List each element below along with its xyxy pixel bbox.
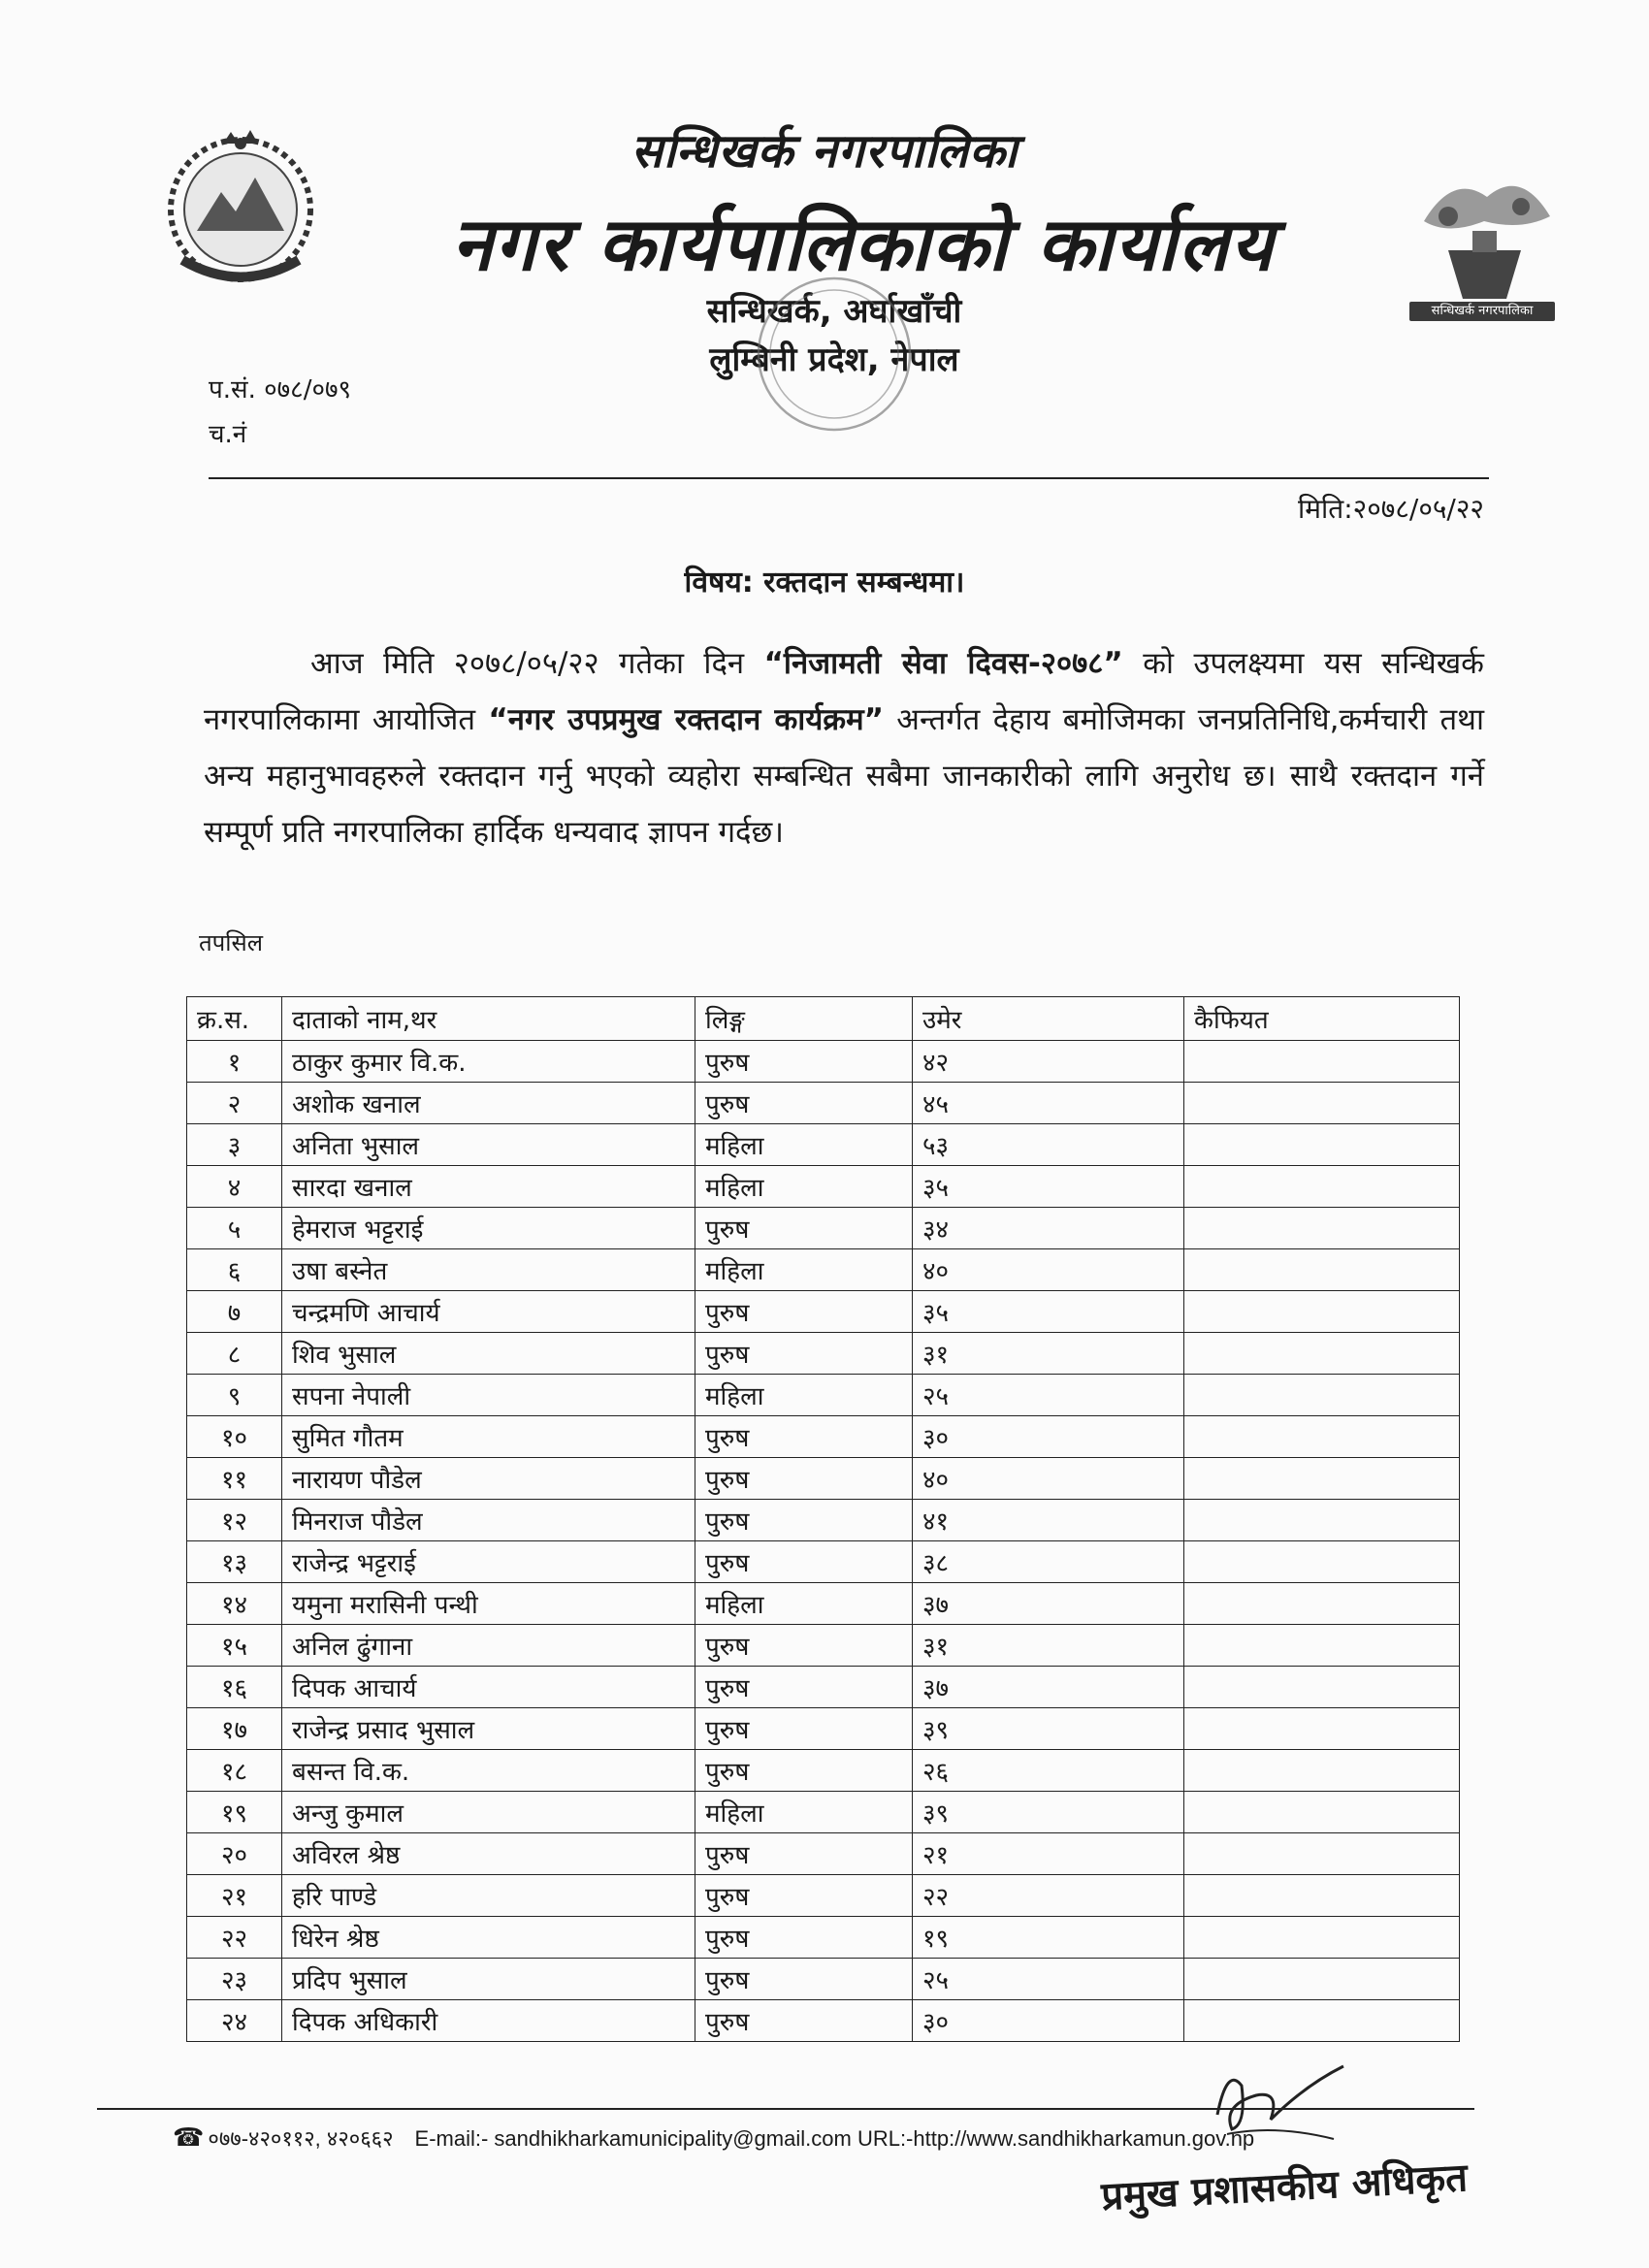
table-header-row [187, 997, 1460, 1041]
cell-sn: १४ [187, 1583, 282, 1625]
cell-sn: ८ [187, 1333, 282, 1375]
cell-sn: ७ [187, 1291, 282, 1333]
cell-name: मिनराज पौडेल [282, 1500, 695, 1541]
cell-remarks [1184, 1249, 1460, 1291]
cell-gender: पुरुष [695, 1708, 913, 1750]
cell-remarks [1184, 1667, 1460, 1708]
cell-sn: १५ [187, 1625, 282, 1667]
table-row [187, 2000, 1460, 2042]
cell-age: ३० [913, 2000, 1184, 2042]
table-row [187, 1375, 1460, 1416]
table-row [187, 1500, 1460, 1541]
table-row [187, 1917, 1460, 1959]
table-row [187, 1041, 1460, 1083]
cell-gender: महिला [695, 1583, 913, 1625]
cell-name: अनिता भुसाल [282, 1124, 695, 1166]
table-row [187, 1667, 1460, 1708]
cell-name: राजेन्द्र प्रसाद भुसाल [282, 1708, 695, 1750]
email-address: E-mail:- sandhikharkamunicipality@gmail.com [414, 2126, 852, 2151]
cell-name: सारदा खनाल [282, 1166, 695, 1208]
cell-age: ३७ [913, 1583, 1184, 1625]
cell-name: धिरेन श्रेष्ठ [282, 1917, 695, 1959]
cell-name: सपना नेपाली [282, 1375, 695, 1416]
cell-name: अशोक खनाल [282, 1083, 695, 1124]
cell-age: ४० [913, 1249, 1184, 1291]
cell-remarks [1184, 1375, 1460, 1416]
cell-gender: पुरुष [695, 1458, 913, 1500]
letter-subject: विषय: रक्तदान सम्बन्धमा। [684, 566, 965, 599]
header-gender: लिङ्ग [695, 997, 913, 1041]
cell-age: ४५ [913, 1083, 1184, 1124]
cell-sn: १३ [187, 1541, 282, 1583]
reference-number: प.सं. ०७८/०७९ [209, 375, 352, 405]
cell-name: अनिल ढुंगाना [282, 1625, 695, 1667]
cell-name: बसन्त वि.क. [282, 1750, 695, 1792]
cell-gender: महिला [695, 1124, 913, 1166]
cell-age: ५३ [913, 1124, 1184, 1166]
cell-name: चन्द्रमणि आचार्य [282, 1291, 695, 1333]
cell-age: ३० [913, 1416, 1184, 1458]
telephone-icon: ☎ [173, 2122, 205, 2152]
table-row [187, 1416, 1460, 1458]
footer-divider [97, 2108, 1474, 2110]
table-row [187, 1541, 1460, 1583]
office-stamp-icon [737, 272, 931, 437]
letter-date: मिति:२०७८/०५/२२ [1298, 493, 1484, 525]
details-label: तपसिल [199, 929, 264, 956]
table-row [187, 1875, 1460, 1917]
cell-remarks [1184, 1083, 1460, 1124]
cell-gender: महिला [695, 1792, 913, 1833]
cell-sn: १७ [187, 1708, 282, 1750]
cell-remarks [1184, 1500, 1460, 1541]
cell-sn: २ [187, 1083, 282, 1124]
cell-gender: पुरुष [695, 1333, 913, 1375]
table-row [187, 1333, 1460, 1375]
table-row [187, 1124, 1460, 1166]
cell-remarks [1184, 1124, 1460, 1166]
cell-age: ३१ [913, 1333, 1184, 1375]
table-row [187, 1583, 1460, 1625]
body-highlight-1: “निजामती सेवा दिवस-२०७८” [763, 646, 1123, 681]
cell-gender: पुरुष [695, 1500, 913, 1541]
cell-name: नारायण पौडेल [282, 1458, 695, 1500]
table-row [187, 1208, 1460, 1249]
cell-sn: १२ [187, 1500, 282, 1541]
table-row [187, 1249, 1460, 1291]
cell-age: १९ [913, 1917, 1184, 1959]
cell-age: ४२ [913, 1041, 1184, 1083]
cell-gender: पुरुष [695, 1917, 913, 1959]
donor-table [186, 996, 1460, 2042]
nepal-emblem-icon [153, 124, 328, 289]
cell-age: २१ [913, 1833, 1184, 1875]
cell-remarks [1184, 1917, 1460, 1959]
header-name: दाताको नाम,थर [282, 997, 695, 1041]
dispatch-number: च.नं [209, 420, 247, 449]
table-row [187, 1291, 1460, 1333]
table-row [187, 1083, 1460, 1124]
table-row [187, 1959, 1460, 2000]
cell-age: ३७ [913, 1667, 1184, 1708]
cell-age: २५ [913, 1959, 1184, 2000]
cell-sn: ११ [187, 1458, 282, 1500]
cell-gender: पुरुष [695, 1208, 913, 1249]
table-row [187, 1750, 1460, 1792]
cell-gender: पुरुष [695, 1667, 913, 1708]
cell-gender: पुरुष [695, 1416, 913, 1458]
table-row [187, 1166, 1460, 1208]
cell-age: ३५ [913, 1166, 1184, 1208]
cell-remarks [1184, 1625, 1460, 1667]
cell-gender: पुरुष [695, 1541, 913, 1583]
address-line-1: सन्धिखर्क, अर्घाखाँची [706, 292, 962, 331]
signatory-title: प्रमुख प्रशासकीय अधिकृत [1100, 2155, 1470, 2219]
body-text-part-3: अन्तर्गत देहाय बमोजिमका जनप्रतिनिधि,कर्मचारी तथा अन्य महानुभावहरुले रक्तदान गर्नु भएको व्यहोरा सम्बन्धित सबैमा जानकारीको लागि अनुरोध छ। साथै रक्तदान गर्ने सम्पूर्ण प्रति नगरपालिका हार्दिक धन्यवाद ज्ञापन गर्दछ। [204, 702, 1485, 850]
website-url: URL:-http://www.sandhikharkamun.gov.np [857, 2126, 1255, 2151]
table-row [187, 1708, 1460, 1750]
cell-name: अविरल श्रेष्ठ [282, 1833, 695, 1875]
contact-line [173, 2122, 1254, 2153]
cell-sn: २१ [187, 1875, 282, 1917]
office-name: नगर कार्यपालिकाको कार्यालय [451, 201, 1276, 287]
cell-name: सुमित गौतम [282, 1416, 695, 1458]
cell-gender: पुरुष [695, 1083, 913, 1124]
cell-name: शिव भुसाल [282, 1333, 695, 1375]
body-highlight-2: “नगर उपप्रमुख रक्तदान कार्यक्रम” [488, 702, 885, 737]
cell-name: उषा बस्नेत [282, 1249, 695, 1291]
cell-sn: १८ [187, 1750, 282, 1792]
cell-sn: २३ [187, 1959, 282, 2000]
donor-rows [187, 1041, 1460, 2042]
cell-sn: १६ [187, 1667, 282, 1708]
cell-remarks [1184, 1833, 1460, 1875]
cell-name: ठाकुर कुमार वि.क. [282, 1041, 695, 1083]
cell-sn: २४ [187, 2000, 282, 2042]
cell-gender: महिला [695, 1375, 913, 1416]
cell-age: ३५ [913, 1291, 1184, 1333]
cell-sn: १ [187, 1041, 282, 1083]
cell-gender: पुरुष [695, 1959, 913, 2000]
logo-caption: सन्धिखर्क नगरपालिका [1409, 302, 1555, 321]
cell-remarks [1184, 2000, 1460, 2042]
cell-remarks [1184, 1959, 1460, 2000]
cell-gender: पुरुष [695, 1291, 913, 1333]
header-sn: क्र.स. [187, 997, 282, 1041]
cell-remarks [1184, 1416, 1460, 1458]
cell-age: २६ [913, 1750, 1184, 1792]
cell-sn: १० [187, 1416, 282, 1458]
cell-name: प्रदिप भुसाल [282, 1959, 695, 2000]
cell-sn: २० [187, 1833, 282, 1875]
cell-remarks [1184, 1166, 1460, 1208]
cell-sn: ६ [187, 1249, 282, 1291]
cell-age: ३४ [913, 1208, 1184, 1249]
cell-age: ३८ [913, 1541, 1184, 1583]
phone-numbers: ०७७-४२०११२, ४२०६६२ [208, 2126, 394, 2151]
cell-remarks [1184, 1708, 1460, 1750]
cell-age: ४० [913, 1458, 1184, 1500]
cell-name: अन्जु कुमाल [282, 1792, 695, 1833]
header-divider [209, 477, 1489, 479]
cell-gender: पुरुष [695, 2000, 913, 2042]
table-row [187, 1458, 1460, 1500]
cell-gender: महिला [695, 1166, 913, 1208]
header-age: उमेर [913, 997, 1184, 1041]
cell-gender: पुरुष [695, 1625, 913, 1667]
cell-sn: २२ [187, 1917, 282, 1959]
cell-remarks [1184, 1041, 1460, 1083]
cell-sn: १९ [187, 1792, 282, 1833]
cell-remarks [1184, 1583, 1460, 1625]
cell-sn: ९ [187, 1375, 282, 1416]
municipality-name: सन्धिखर्क नगरपालिका [630, 124, 1018, 178]
cell-remarks [1184, 1541, 1460, 1583]
cell-age: ४१ [913, 1500, 1184, 1541]
cell-remarks [1184, 1792, 1460, 1833]
cell-age: २५ [913, 1375, 1184, 1416]
letter-body [204, 635, 1484, 860]
body-text-part-2: को उपलक्ष्यमा यस सन्धिखर्क नगरपालिकामा आयोजित [204, 646, 1484, 737]
cell-name: यमुना मरासिनी पन्थी [282, 1583, 695, 1625]
cell-name: दिपक अधिकारी [282, 2000, 695, 2042]
table-row [187, 1833, 1460, 1875]
cell-remarks [1184, 1291, 1460, 1333]
cell-sn: ४ [187, 1166, 282, 1208]
table-row [187, 1792, 1460, 1833]
cell-remarks [1184, 1333, 1460, 1375]
cell-gender: पुरुष [695, 1833, 913, 1875]
table-row [187, 1625, 1460, 1667]
cell-name: दिपक आचार्य [282, 1667, 695, 1708]
cell-sn: ३ [187, 1124, 282, 1166]
cell-gender: पुरुष [695, 1750, 913, 1792]
cell-age: २२ [913, 1875, 1184, 1917]
header-remarks: कैफियत [1184, 997, 1460, 1041]
cell-remarks [1184, 1750, 1460, 1792]
cell-name: हरि पाण्डे [282, 1875, 695, 1917]
cell-gender: पुरुष [695, 1875, 913, 1917]
cell-age: ३१ [913, 1625, 1184, 1667]
cell-sn: ५ [187, 1208, 282, 1249]
cell-name: हेमराज भट्टराई [282, 1208, 695, 1249]
cell-name: राजेन्द्र भट्टराई [282, 1541, 695, 1583]
address-line-2: लुम्बिनी प्रदेश, नेपाल [709, 340, 959, 379]
body-text-part-1: आज मिति २०७८/०५/२२ गतेका दिन [310, 646, 764, 681]
cell-age: ३९ [913, 1708, 1184, 1750]
cell-remarks [1184, 1458, 1460, 1500]
cell-remarks [1184, 1208, 1460, 1249]
cell-age: ३९ [913, 1792, 1184, 1833]
cell-remarks [1184, 1875, 1460, 1917]
cell-gender: महिला [695, 1249, 913, 1291]
cell-gender: पुरुष [695, 1041, 913, 1083]
